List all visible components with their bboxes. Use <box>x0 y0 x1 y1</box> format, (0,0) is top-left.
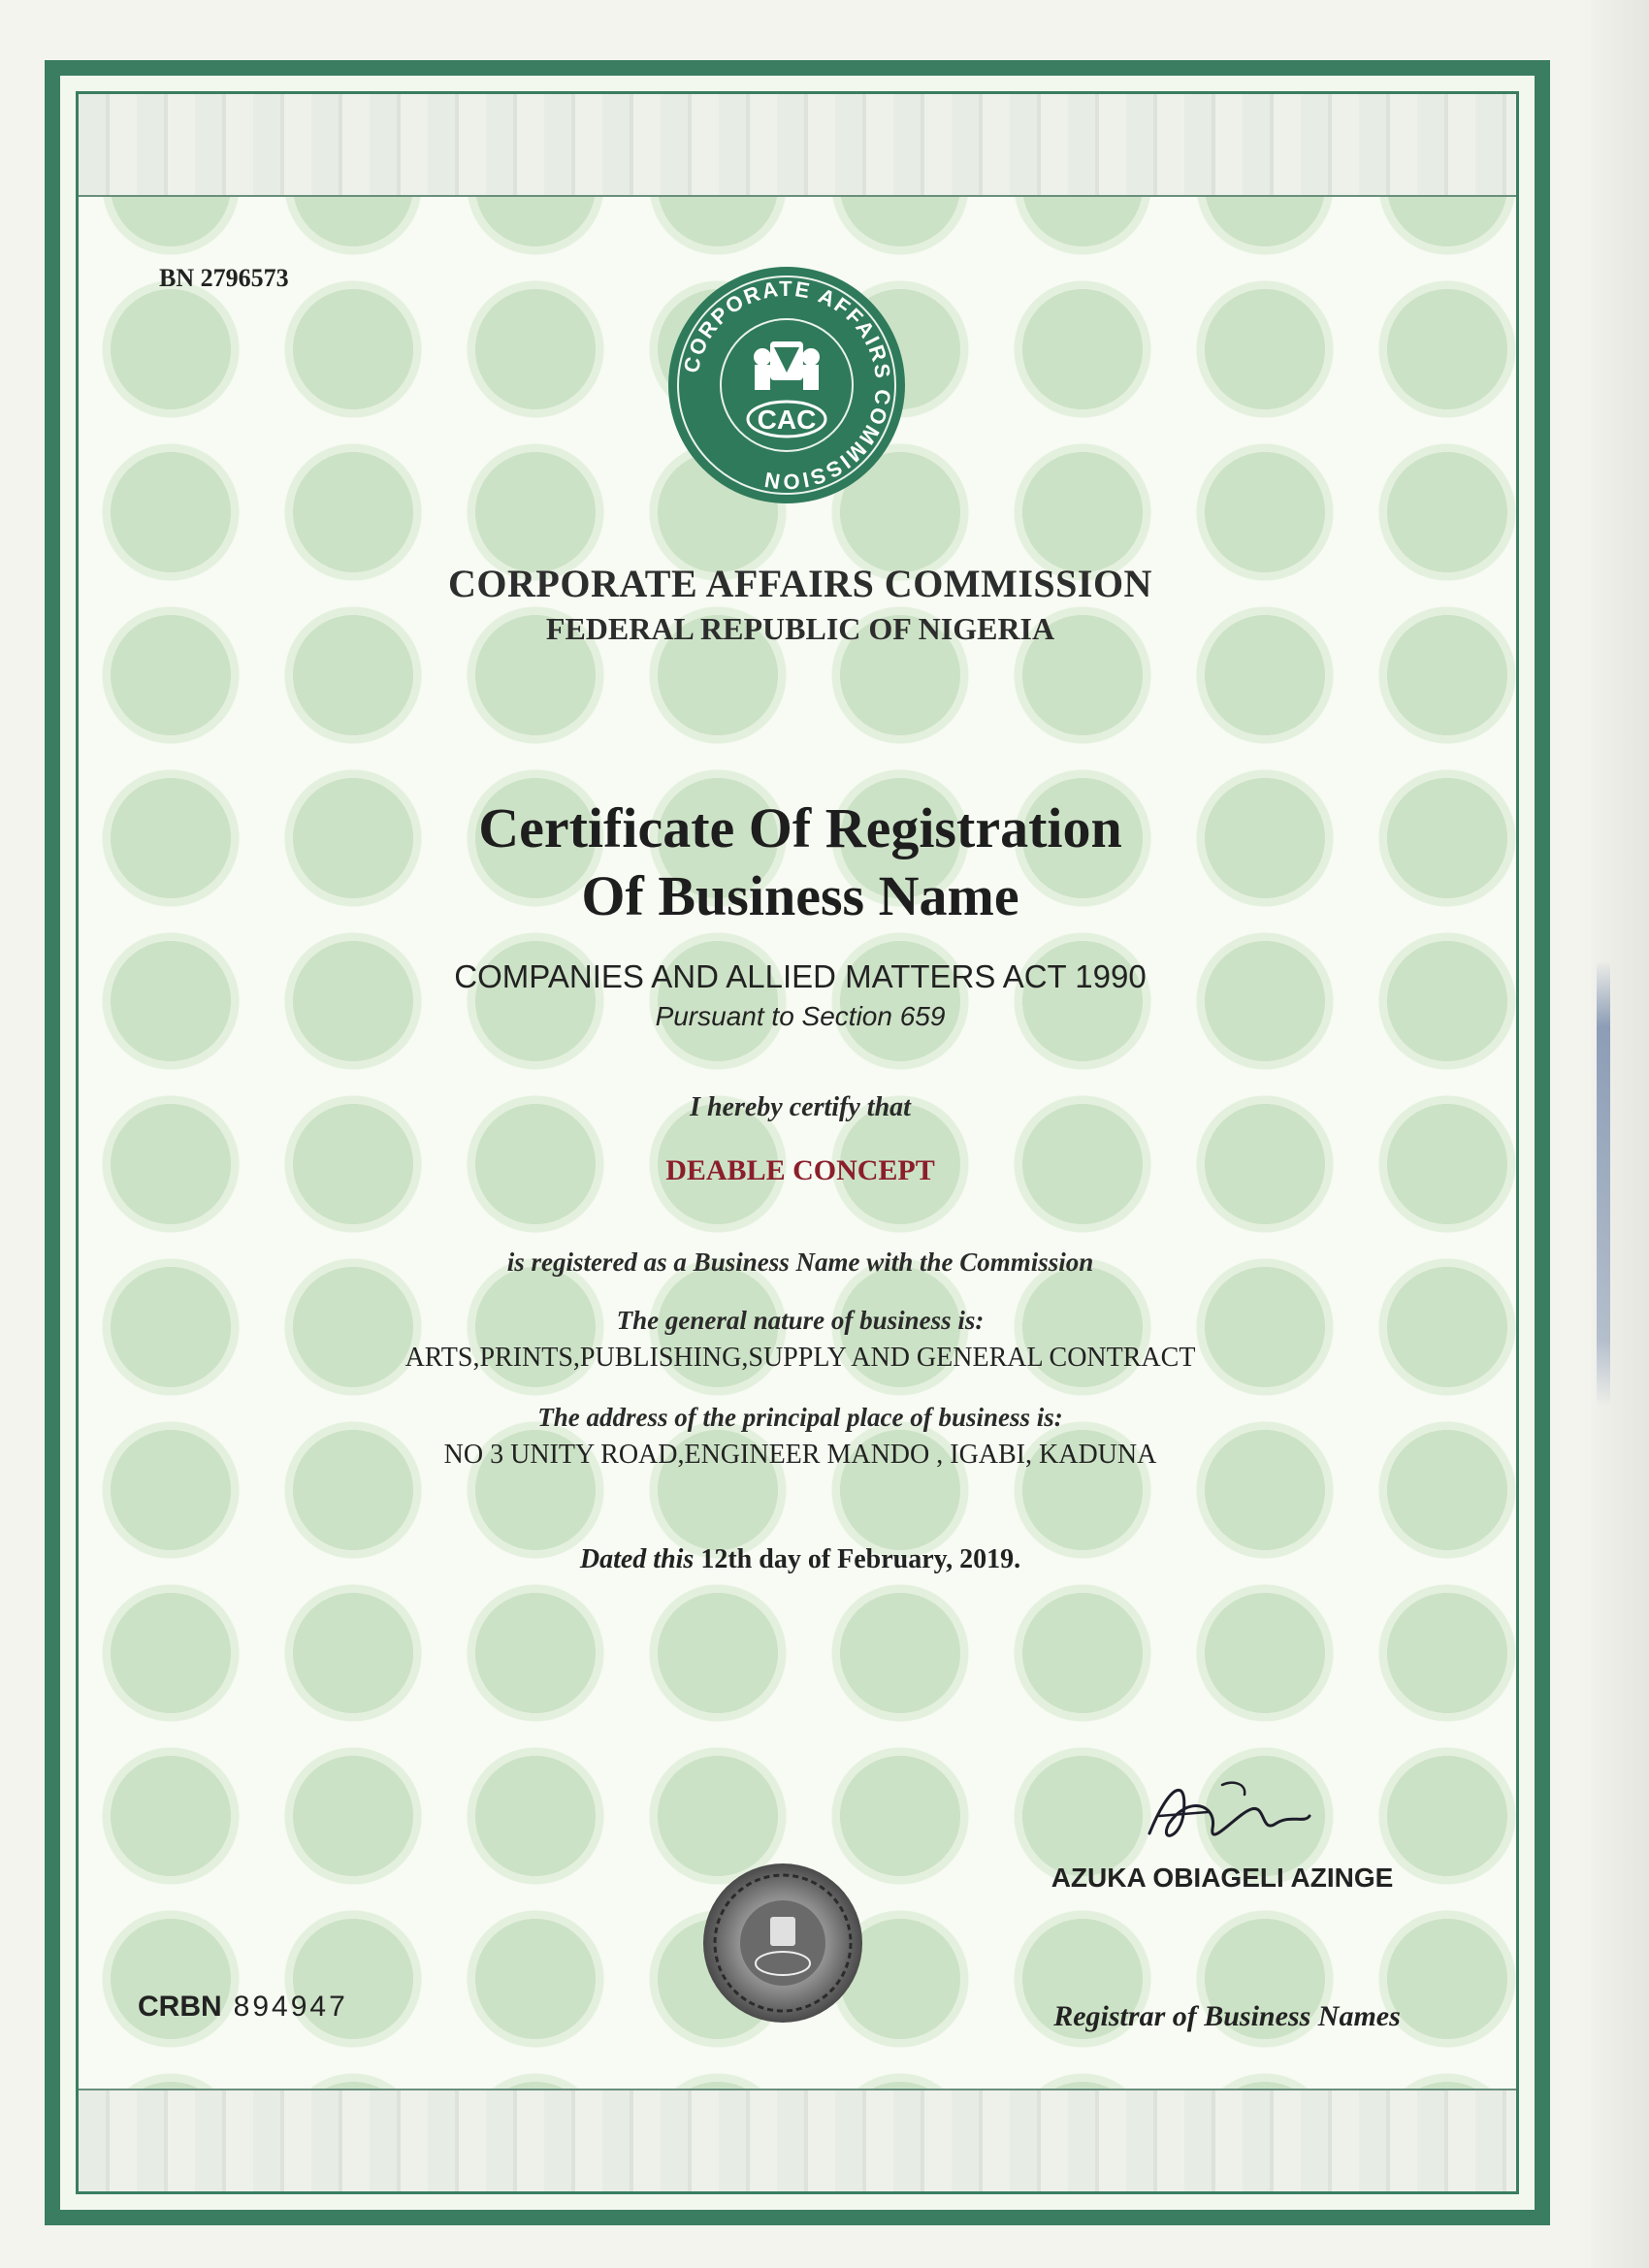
hologram-seal-icon <box>700 1861 865 2025</box>
organization-title: CORPORATE AFFAIRS COMMISSION <box>448 562 1152 605</box>
seal-ring-text: CORPORATE AFFAIRS COMMISSION <box>678 275 896 495</box>
security-band-top <box>79 94 1516 197</box>
issue-date <box>0 1544 1600 1575</box>
crbn-value: 894947 <box>233 1991 348 2023</box>
registrar-signature <box>1130 1756 1314 1872</box>
certificate-title-line2: Of Business Name <box>581 864 1019 927</box>
crbn-number <box>138 1991 348 2024</box>
registered-text: is registered as a Business Name with the Commission <box>506 1247 1094 1277</box>
dated-prefix: Dated this <box>579 1544 695 1574</box>
country-subtitle: FEDERAL REPUBLIC OF NIGERIA <box>545 611 1055 646</box>
crbn-label: CRBN <box>138 1991 222 2023</box>
cac-seal-icon <box>665 264 908 506</box>
security-band-bottom <box>79 2089 1516 2191</box>
certify-text: I hereby certify that <box>690 1092 911 1122</box>
nature-label: The general nature of business is: <box>616 1306 985 1335</box>
business-name: DEABLE CONCEPT <box>665 1154 935 1186</box>
certificate-title-line1: Certificate Of Registration <box>478 796 1122 859</box>
registrar-title: Registrar of Business Names <box>1053 2000 1401 2032</box>
address-label: The address of the principal place of business is: <box>537 1403 1063 1432</box>
bn-number: BN 2796573 <box>159 264 289 292</box>
section-reference: Pursuant to Section 659 <box>655 1001 946 1031</box>
dated-value: 12th day of February, 2019. <box>700 1544 1021 1574</box>
address-value: NO 3 UNITY ROAD,ENGINEER MANDO , IGABI, KADUNA <box>443 1440 1157 1470</box>
registrar-name: AZUKA OBIAGELI AZINGE <box>1051 1863 1394 1893</box>
seal-emblem-text: CAC <box>757 405 817 435</box>
act-title: COMPANIES AND ALLIED MATTERS ACT 1990 <box>454 958 1147 994</box>
nature-value: ARTS,PRINTS,PUBLISHING,SUPPLY AND GENERAL CONTRACT <box>404 1343 1196 1373</box>
